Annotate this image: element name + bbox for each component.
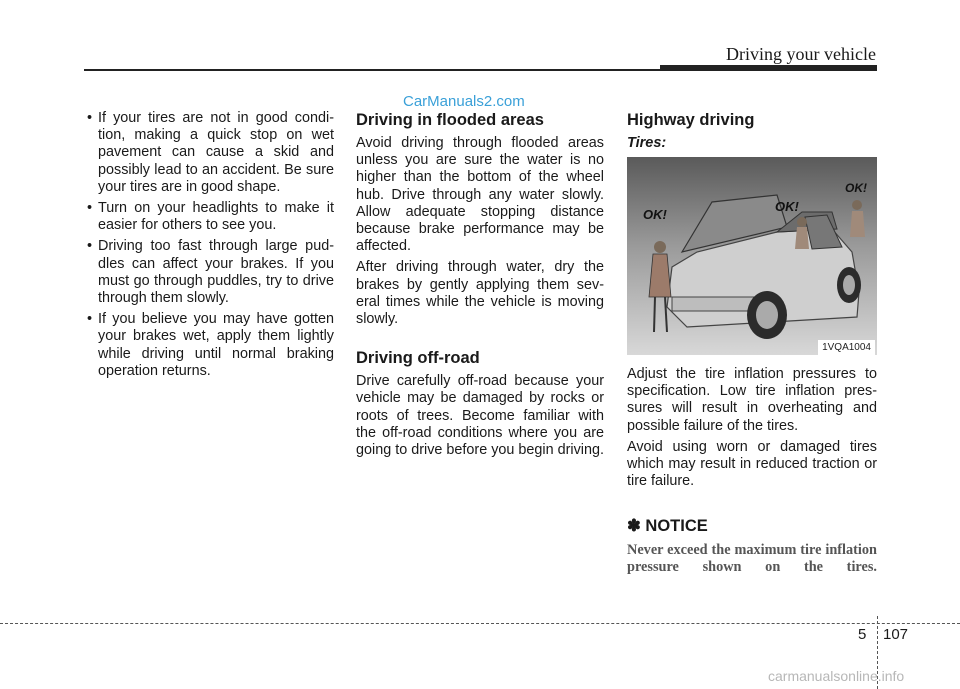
section-heading-offroad: Driving off-road	[356, 349, 480, 368]
subheading-tires: Tires:	[627, 135, 667, 151]
paragraph: Adjust the tire inflation pressures to specification. Low tire inflation pres-sures will result in overheating and possible failure of the tires.	[627, 366, 877, 434]
header-rule-thick	[660, 65, 877, 71]
list-item: • Turn on your headlights to make it easier for others to see you.	[84, 200, 334, 234]
list-item: • Driving too fast through large pud-dles can affect your brakes. If you must go through puddles, try to drive through them slowly.	[84, 238, 334, 307]
paragraph: After driving through water, dry the brakes by gently applying them sev-eral times while the vehicle is moving slowly.	[356, 259, 604, 328]
section-heading-highway: Highway driving	[627, 111, 755, 129]
tire-check-illustration	[627, 157, 877, 355]
callout-ok-left: OK!	[643, 207, 667, 222]
page-header-title: Driving your vehicle	[726, 44, 876, 64]
column-2	[356, 110, 604, 463]
callout-ok-middle: OK!	[775, 199, 799, 214]
paragraph: Drive carefully off-road because your vehicle may be damaged by rocks or roots of trees. Become familiar with the off-road conditions where you are going to drive before you begin driving.	[356, 373, 604, 459]
notice-title: NOTICE	[645, 517, 708, 536]
page-number: 107	[883, 626, 909, 643]
column-3	[627, 110, 877, 576]
bullet-list	[84, 110, 334, 380]
paragraph: Avoid driving through flooded areas unless you are sure the water is no higher than the bottom of the wheel hub. Drive through any water slowly. Allow adequate stopping distance because brake performance may be affected.	[356, 135, 604, 255]
callout-ok-right: OK!	[845, 181, 867, 195]
cross-star-icon: ✽	[627, 517, 641, 536]
watermark-bottom[interactable]: carmanualsonline.info	[768, 668, 905, 684]
list-item: • If your tires are not in good condi-tion, making a quick stop on wet pavement can cause a skid and possibly lead to an accident. Be sure your tires are in good shape.	[84, 110, 334, 196]
notice-text: Never exceed the maximum tire inflation pressure shown on the tires.	[627, 542, 877, 576]
watermark-top[interactable]: CarManuals2.com	[403, 93, 525, 110]
column-1	[84, 110, 334, 384]
car-illustration	[627, 157, 877, 355]
header-rule-thin	[84, 69, 660, 71]
notice-heading	[627, 516, 877, 536]
section-number: 5	[858, 626, 867, 643]
footer-dashed-rule	[0, 623, 960, 624]
paragraph: Avoid using worn or damaged tires which may result in reduced traction or tire failure.	[627, 438, 877, 490]
list-item: • If you believe you may have gotten your brakes wet, apply them lightly while driving until normal braking operation returns.	[84, 311, 334, 380]
section-heading-flooded: Driving in flooded areas	[356, 111, 544, 129]
figure-code: 1VQA1004	[818, 340, 875, 355]
